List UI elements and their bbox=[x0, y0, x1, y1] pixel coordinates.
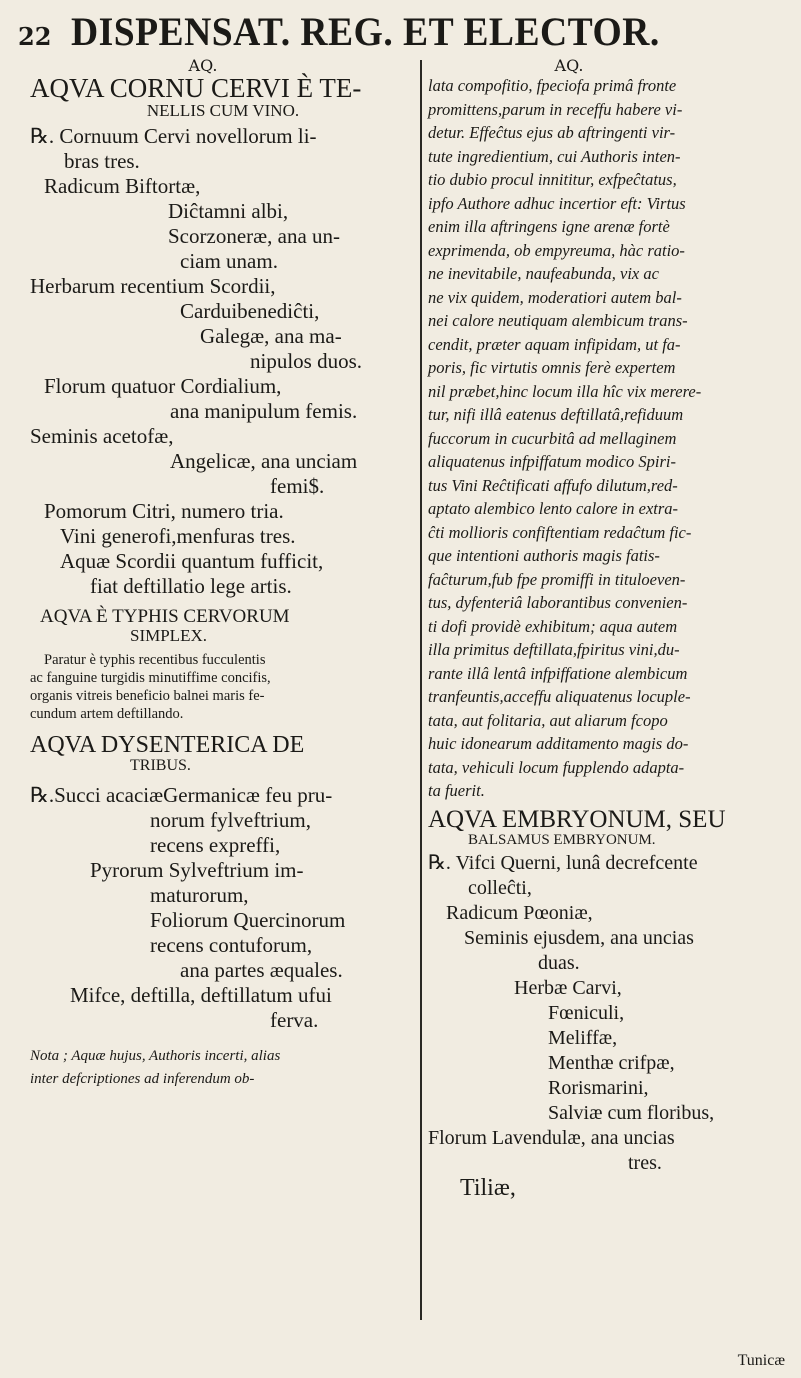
column-rule bbox=[420, 60, 422, 1320]
text-line: ĉti mollioris confiftentiam redaĉtum fic- bbox=[428, 522, 692, 542]
text-line: illa primitus deftillata,fpiritus vini,du- bbox=[428, 640, 680, 659]
text-line: fuccorum in cucurbitâ ad mellaginem bbox=[428, 428, 677, 448]
text-line: ipfo Authore adhuc incertior eft: Virtus bbox=[428, 193, 686, 213]
text-line: rante illâ lentâ infpiffatione alembicum bbox=[428, 663, 688, 683]
text-line: Diĉtamni albi, bbox=[168, 199, 289, 224]
text-line: recens expreffi, bbox=[150, 832, 281, 857]
section-title: AQVA CORNU CERVI È TE- bbox=[30, 73, 362, 103]
text-line: cendit, præter aquam infipidam, ut fa- bbox=[428, 334, 681, 354]
text-line: Fœniculi, bbox=[548, 1001, 625, 1024]
text-line: Pyrorum Sylveftrium im- bbox=[90, 857, 304, 882]
text-line: ℞. Cornuum Cervi novellorum li- bbox=[30, 124, 317, 149]
text-line: cundum artem deftillando. bbox=[30, 705, 184, 722]
text-line: tur, nifi illâ eatenus deftillatâ,refiduum bbox=[428, 405, 684, 424]
left-column bbox=[30, 58, 416, 1092]
text-line: Radicum Biftortæ, bbox=[44, 174, 201, 199]
section-title: SIMPLEX. bbox=[130, 626, 207, 646]
text-line: Carduibenediĉti, bbox=[180, 299, 320, 324]
text-line: tres. bbox=[628, 1151, 662, 1174]
text-line: Aquæ Scordii quantum fufficit, bbox=[60, 549, 324, 574]
text-line: Foliorum Quercinorum bbox=[150, 907, 346, 932]
text-line: tus Vini Reĉtificati affufo dilutum,red- bbox=[428, 475, 678, 495]
right-column bbox=[428, 58, 790, 1201]
text-line: nipulos duos. bbox=[250, 349, 363, 374]
section-title: BALSAMUS EMBRYONUM. bbox=[468, 831, 656, 848]
section-title: TRIBUS. bbox=[130, 757, 191, 775]
text-line: duas. bbox=[538, 951, 580, 974]
text-line: Pomorum Citri, numero tria. bbox=[44, 499, 284, 524]
text-line: aliquatenus infpiffatum modico Spiri- bbox=[428, 452, 676, 471]
text-line: ac fanguine turgidis minutiffime concifis, bbox=[30, 669, 271, 686]
text-line: faĉturum,fub fpe promiffi in tituloeven- bbox=[428, 569, 686, 589]
text-line: ℞.Succi acaciæGermanicæ feu pru- bbox=[30, 782, 333, 807]
text-line: recens contuforum, bbox=[150, 932, 313, 957]
running-head bbox=[18, 8, 778, 52]
catchword: Tunicæ bbox=[737, 1352, 785, 1369]
text-line: lata compofitio, fpeciofa primâ fronte bbox=[428, 76, 677, 95]
note-line: Nota ; Aquæ hujus, Authoris incerti, alias bbox=[30, 1047, 281, 1064]
text-line: Herbarum recentium Scordii, bbox=[30, 274, 276, 299]
text-line: ℞. Vifci Querni, lunâ decrefcente bbox=[428, 851, 698, 874]
text-line: ana partes æquales. bbox=[180, 957, 343, 982]
note-line: inter defcriptiones ad inferendum ob- bbox=[30, 1071, 255, 1088]
text-line: organis vitreis beneficio balnei maris fe- bbox=[30, 687, 265, 704]
text-line: Galegæ, ana ma- bbox=[200, 324, 342, 349]
text-line: ne inevitabile, naufeabunda, vix ac bbox=[428, 264, 659, 283]
text-line: tute ingredientium, cui Authoris inten- bbox=[428, 146, 681, 166]
text-line: Meliffæ, bbox=[548, 1026, 618, 1049]
text-line: exprimenda, ob empyreuma, hàc ratio- bbox=[428, 240, 685, 260]
text-line: tio dubio procul innititur, exfpeĉtatus, bbox=[428, 170, 677, 189]
text-line: ne vix quidem, moderatiori autem bal- bbox=[428, 287, 682, 307]
text-line: femi$. bbox=[270, 474, 325, 499]
text-line: norum fylveftrium, bbox=[150, 807, 311, 832]
section-title: AQVA EMBRYONUM, SEU bbox=[428, 805, 726, 833]
text-line: ciam unam. bbox=[180, 249, 278, 274]
text-line: nei calore neutiquam alembicum trans- bbox=[428, 311, 688, 330]
text-line: fiat deftillatio lege artis. bbox=[90, 574, 292, 599]
text-line: Angelicæ, ana unciam bbox=[170, 449, 358, 474]
text-line: tata, vehiculi locum fupplendo adapta- bbox=[428, 757, 685, 777]
section-title: NELLIS CUM VINO. bbox=[146, 101, 300, 121]
text-line: Radicum Pœoniæ, bbox=[446, 901, 593, 924]
text-line: ta fuerit. bbox=[428, 781, 485, 800]
text-line: Seminis ejusdem, ana uncias bbox=[464, 926, 694, 949]
text-line: enim illa aftringens igne arenæ fortè bbox=[428, 217, 670, 236]
text-line: ana manipulum femis. bbox=[170, 399, 358, 424]
text-line: nil præbet,hinc locum illa hîc vix merere- bbox=[428, 381, 702, 401]
section-abbrev: AQ. bbox=[188, 56, 218, 75]
section-title: AQVA DYSENTERICA DE bbox=[30, 731, 305, 758]
text-line: que intentioni authoris magis fatis- bbox=[428, 546, 660, 565]
text-line: Salviæ cum floribus, bbox=[548, 1101, 715, 1124]
text-line: Vini generofi,menfuras tres. bbox=[60, 524, 296, 549]
page-title: DISPENSAT. REG. ET ELECTOR. bbox=[71, 9, 661, 54]
text-line: detur. Effeĉtus ejus ab aftringenti vir- bbox=[428, 123, 676, 142]
section-abbrev: AQ. bbox=[554, 56, 584, 75]
text-line: tranfeuntis,acceffu aliquatenus locuple- bbox=[428, 687, 691, 706]
page-number: 22 bbox=[18, 22, 52, 51]
text-line: maturorum, bbox=[150, 882, 249, 907]
text-line: huic idonearum additamento magis do- bbox=[428, 734, 689, 753]
text-line: Tiliæ, bbox=[460, 1174, 516, 1201]
text-line: Seminis acetofæ, bbox=[30, 424, 174, 449]
text-line: Florum quatuor Cordialium, bbox=[44, 374, 282, 399]
text-line: poris, fic virtutis omnis ferè expertem bbox=[428, 358, 676, 377]
text-line: Scorzoneræ, ana un- bbox=[168, 224, 341, 249]
text-line: promittens,parum in receffu habere vi- bbox=[428, 99, 683, 119]
text-line: tus, dyfenteriâ laborantibus convenien- bbox=[428, 593, 688, 612]
text-line: aptato alembico lento calore in extra- bbox=[428, 499, 679, 518]
text-line: Rorismarini, bbox=[548, 1076, 649, 1099]
section-title: AQVA È TYPHIS CERVORUM bbox=[40, 606, 290, 628]
text-line: Paratur è typhis recentibus fucculentis bbox=[44, 651, 266, 668]
text-line: tata, aut folitaria, aut aliarum fcopo bbox=[428, 710, 668, 730]
text-line: Menthæ crifpæ, bbox=[548, 1051, 675, 1074]
text-line: Florum Lavendulæ, ana uncias bbox=[428, 1126, 675, 1149]
text-line: Herbæ Carvi, bbox=[514, 976, 622, 999]
text-line: Mifce, deftilla, deftillatum ufui bbox=[70, 982, 332, 1007]
text-line: bras tres. bbox=[64, 149, 140, 174]
text-line: ferva. bbox=[270, 1007, 319, 1032]
text-line: ti dofi providè exhibitum; aqua autem bbox=[428, 616, 678, 636]
text-line: colleĉti, bbox=[468, 876, 532, 899]
